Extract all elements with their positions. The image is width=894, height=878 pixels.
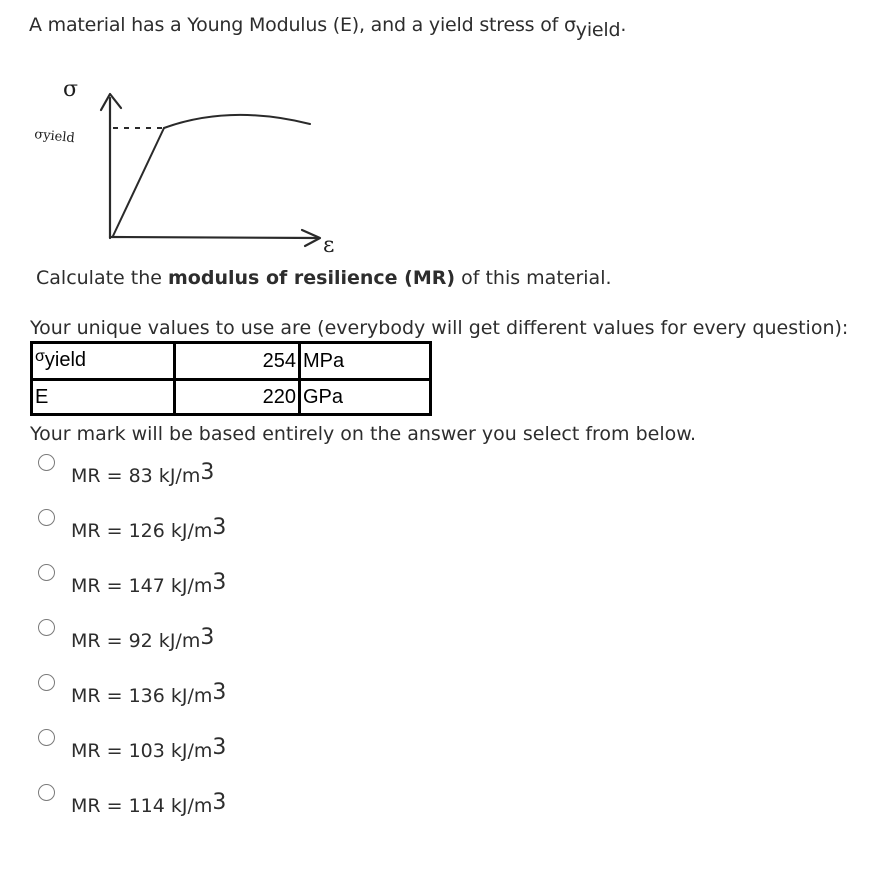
yield-subscript: yield xyxy=(44,349,87,371)
sketch-plastic-curve xyxy=(164,115,310,128)
option-text: MR = 136 kJ/m xyxy=(71,685,213,707)
option-superscript: 3 xyxy=(212,515,227,540)
radio-button[interactable] xyxy=(38,454,55,471)
table-cell-value: 254 xyxy=(175,343,300,380)
option-superscript: 3 xyxy=(212,570,227,595)
option-text: MR = 126 kJ/m xyxy=(71,520,213,542)
sketch-elastic-line xyxy=(113,128,164,236)
option-label[interactable] xyxy=(71,735,227,763)
mark-note: Your mark will be based entirely on the answer you select from below. xyxy=(30,423,697,445)
table-cell-unit: MPa xyxy=(300,343,431,380)
option-label[interactable] xyxy=(71,570,227,598)
table-cell-name: E xyxy=(32,380,175,415)
radio-button[interactable] xyxy=(38,509,55,526)
option-label[interactable] xyxy=(71,790,227,818)
question-intro-sub: yield xyxy=(575,19,621,41)
radio-button[interactable] xyxy=(38,674,55,691)
table-cell-name xyxy=(32,343,175,380)
option-superscript: 3 xyxy=(212,680,227,705)
sigma-symbol: σ xyxy=(35,348,45,365)
task-bold: modulus of resilience (MR) xyxy=(168,267,456,289)
task-prefix: Calculate the xyxy=(36,267,168,289)
table-row xyxy=(32,380,431,415)
question-intro-end: . xyxy=(620,14,627,36)
table-row xyxy=(32,343,431,380)
option-superscript: 3 xyxy=(200,460,215,485)
values-table xyxy=(30,341,432,416)
sketch-x-axis xyxy=(110,237,318,238)
stress-strain-sketch xyxy=(30,70,360,265)
option-text: MR = 147 kJ/m xyxy=(71,575,213,597)
option-label[interactable] xyxy=(71,625,215,653)
option-label[interactable] xyxy=(71,515,227,543)
radio-button[interactable] xyxy=(38,564,55,581)
option-superscript: 3 xyxy=(200,625,215,650)
option-superscript: 3 xyxy=(212,790,227,815)
task-text xyxy=(36,267,612,289)
table-cell-value: 220 xyxy=(175,380,300,415)
option-text: MR = 92 kJ/m xyxy=(71,630,201,652)
radio-button[interactable] xyxy=(38,729,55,746)
option-text: MR = 103 kJ/m xyxy=(71,740,213,762)
option-label[interactable] xyxy=(71,460,215,488)
sketch-yield-label: σyield xyxy=(33,127,76,147)
radio-button[interactable] xyxy=(38,784,55,801)
sketch-epsilon-label: ε xyxy=(323,233,335,258)
question-intro xyxy=(29,14,626,41)
option-superscript: 3 xyxy=(212,735,227,760)
option-label[interactable] xyxy=(71,680,227,708)
radio-button[interactable] xyxy=(38,619,55,636)
option-text: MR = 114 kJ/m xyxy=(71,795,213,817)
table-cell-unit: GPa xyxy=(300,380,431,415)
sketch-sigma-label: σ xyxy=(63,77,79,102)
values-intro: Your unique values to use are (everybody will get different values for every question): xyxy=(30,317,849,339)
task-suffix: of this material. xyxy=(455,267,612,289)
option-text: MR = 83 kJ/m xyxy=(71,465,201,487)
question-intro-text: A material has a Young Modulus (E), and a yield stress of σ xyxy=(29,14,576,36)
